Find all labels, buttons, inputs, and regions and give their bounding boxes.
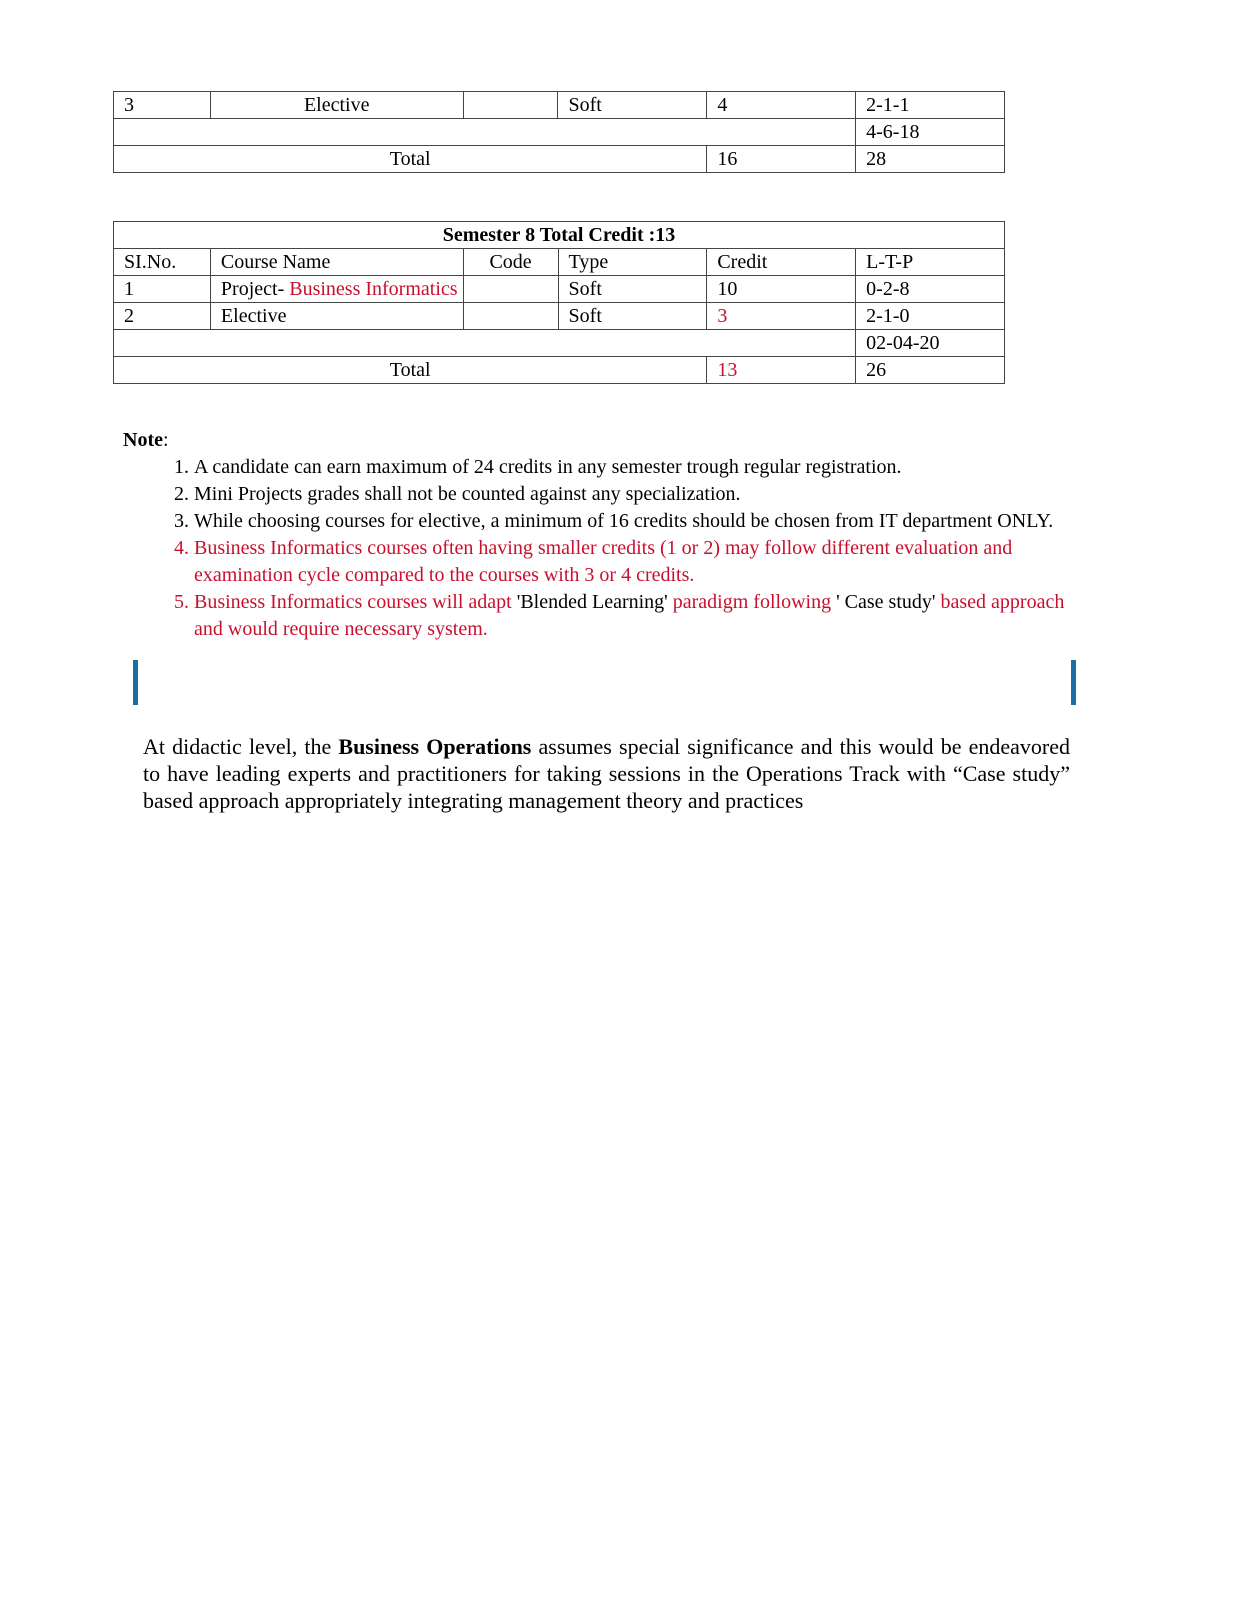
empty-cell	[114, 330, 856, 357]
right-margin-bar	[1071, 660, 1076, 705]
note-text-segment: based approach and would require necessary system.	[194, 591, 1065, 640]
total-ltp-cell: 28	[856, 146, 1005, 173]
list-item: 1. A candidate can earn maximum of 24 credits in any semester trough regular registration.	[194, 454, 1083, 481]
notes-list	[123, 454, 1083, 643]
sl-cell: 2	[114, 303, 211, 330]
note-colon: :	[162, 429, 169, 451]
total-row	[114, 146, 1005, 173]
course-name-prefix: Project-	[220, 278, 290, 300]
header-ltp: L-T-P	[856, 249, 1005, 276]
course-name-highlight: Business Informatics	[289, 278, 458, 300]
course-name-cell: Elective	[210, 303, 463, 330]
header-sl: SI.No.	[114, 249, 211, 276]
header-type: Type	[558, 249, 707, 276]
ltp-sum-cell: 02-04-20	[856, 330, 1005, 357]
table-title: Semester 8 Total Credit :13	[114, 222, 1005, 249]
table-row	[114, 92, 1005, 119]
total-credit-cell: 16	[707, 146, 856, 173]
credit-cell: 4	[707, 92, 856, 119]
body-paragraph	[143, 733, 1070, 814]
total-row	[114, 357, 1005, 384]
course-name-cell	[210, 276, 463, 303]
note-label: Note	[123, 429, 163, 451]
type-cell: Soft	[558, 92, 707, 119]
type-cell: Soft	[558, 303, 707, 330]
code-cell	[463, 303, 558, 330]
total-label: Total	[114, 357, 707, 384]
list-item	[194, 589, 1083, 643]
note-text-segment: paradigm following	[667, 591, 837, 613]
table-row	[114, 119, 1005, 146]
notes-section	[123, 427, 1083, 643]
empty-cell	[114, 119, 856, 146]
table-title-row	[114, 222, 1005, 249]
header-row	[114, 249, 1005, 276]
note-text-segment: ' Case study'	[836, 591, 936, 613]
list-item: 4. Business Informatics courses often having smaller credits (1 or 2) may follow different evaluation and examination cycle compared to the courses with 3 or 4 credits.	[194, 535, 1083, 589]
paragraph-text: assumes special significance and this would be endeavored to have leading experts and practitioners for taking sessions in the Operations Track with “Case study” based approach appropriately integrating management theory and practices	[143, 734, 1071, 813]
code-cell	[463, 92, 558, 119]
course-name-cell: Elective	[210, 92, 463, 119]
code-cell	[463, 276, 558, 303]
table-row	[114, 330, 1005, 357]
header-credit: Credit	[707, 249, 856, 276]
paragraph-text: At didactic level, the	[143, 734, 339, 759]
sl-cell: 1	[114, 276, 211, 303]
header-code: Code	[463, 249, 558, 276]
ltp-cell: 0-2-8	[856, 276, 1005, 303]
ltp-cell: 2-1-0	[856, 303, 1005, 330]
list-item: 3. While choosing courses for elective, a minimum of 16 credits should be chosen from IT department ONLY.	[194, 508, 1083, 535]
ltp-sum-cell: 4-6-18	[856, 119, 1005, 146]
table-row	[114, 303, 1005, 330]
note-text-segment: 'Blended Learning'	[516, 591, 668, 613]
credit-cell: 10	[707, 276, 856, 303]
total-ltp-cell: 26	[856, 357, 1005, 384]
table-row	[114, 276, 1005, 303]
sl-cell: 3	[114, 92, 211, 119]
credit-table-semester-8	[113, 221, 1005, 384]
ltp-cell: 2-1-1	[856, 92, 1005, 119]
total-label: Total	[114, 146, 707, 173]
total-credit-cell: 13	[707, 357, 856, 384]
note-heading	[123, 427, 1083, 454]
note-text-segment: Business Informatics courses will adapt	[194, 591, 517, 613]
list-item: 2. Mini Projects grades shall not be counted against any specialization.	[194, 481, 1083, 508]
credit-table-previous-semester	[113, 91, 1005, 173]
credit-cell: 3	[707, 303, 856, 330]
header-course-name: Course Name	[210, 249, 463, 276]
left-margin-bar	[133, 660, 138, 705]
type-cell: Soft	[558, 276, 707, 303]
paragraph-bold-text: Business Operations	[338, 734, 532, 759]
